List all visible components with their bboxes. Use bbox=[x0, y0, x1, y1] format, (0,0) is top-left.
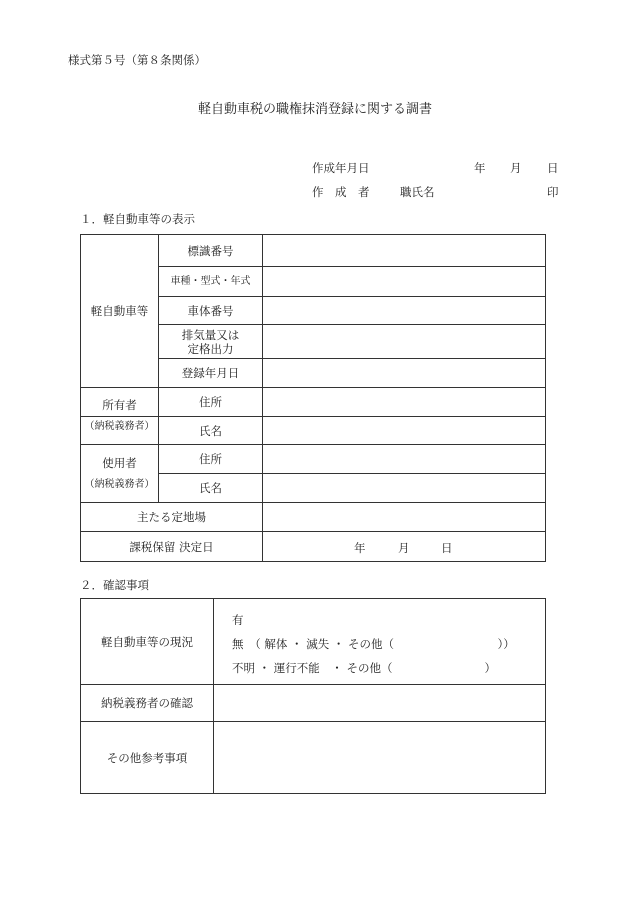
owner-sub: （納税義務者） bbox=[84, 421, 155, 432]
vehicle-group-label: 軽自動車等 bbox=[90, 304, 149, 318]
deferral-month: 月 bbox=[398, 541, 410, 555]
plate-number-label: 標識番号 bbox=[187, 243, 234, 258]
creator-label: 作 成 者 bbox=[312, 185, 370, 199]
meta-month: 月 bbox=[510, 161, 522, 175]
user-sub: （納税義務者） bbox=[84, 478, 155, 490]
section1-heading: １．軽自動車等の表示 bbox=[80, 212, 195, 226]
registration-date-label: 登録年月日 bbox=[181, 366, 240, 380]
section2-heading: ２．確認事項 bbox=[80, 578, 149, 592]
deferral-year: 年 bbox=[354, 541, 366, 555]
deferral-date-label: 課税保留 決定日 bbox=[129, 539, 214, 554]
form-number: 様式第５号（第８条関係） bbox=[68, 53, 206, 67]
created-date-label: 作成年月日 bbox=[312, 161, 370, 175]
other-notes-label: その他参考事項 bbox=[106, 750, 188, 765]
owner-name-label: 氏名 bbox=[199, 423, 222, 438]
meta-year: 年 bbox=[474, 161, 486, 175]
document-title: 軽自動車税の職権抹消登録に関する調書 bbox=[197, 102, 432, 117]
status-yes: 有 bbox=[232, 613, 244, 627]
status-unknown: 不明 ・ 運行不能 ・ その他（ ） bbox=[232, 661, 496, 675]
owner-title: 所有者 bbox=[102, 398, 137, 412]
displacement-line2: 定格出力 bbox=[187, 341, 234, 356]
chassis-number-label: 車体番号 bbox=[187, 303, 234, 318]
location-label: 主たる定地場 bbox=[137, 510, 206, 524]
meta-day: 日 bbox=[547, 161, 559, 175]
displacement-line1: 排気量又は bbox=[181, 327, 240, 342]
vehicle-status-label: 軽自動車等の現況 bbox=[101, 634, 193, 649]
deferral-day: 日 bbox=[441, 541, 453, 555]
vehicle-type-label: 車種・型式・年式 bbox=[170, 275, 251, 287]
status-no: 無 （ 解体 ・ 滅失 ・ その他（ ）） bbox=[232, 637, 515, 651]
owner-address-label: 住所 bbox=[199, 395, 222, 409]
taxpayer-confirm-label: 納税義務者の確認 bbox=[101, 696, 193, 710]
user-name-label: 氏名 bbox=[199, 481, 222, 495]
position-name-label: 職氏名 bbox=[400, 185, 435, 199]
seal-mark: 印 bbox=[547, 185, 559, 199]
user-address-label: 住所 bbox=[199, 452, 222, 466]
user-title: 使用者 bbox=[102, 455, 137, 470]
